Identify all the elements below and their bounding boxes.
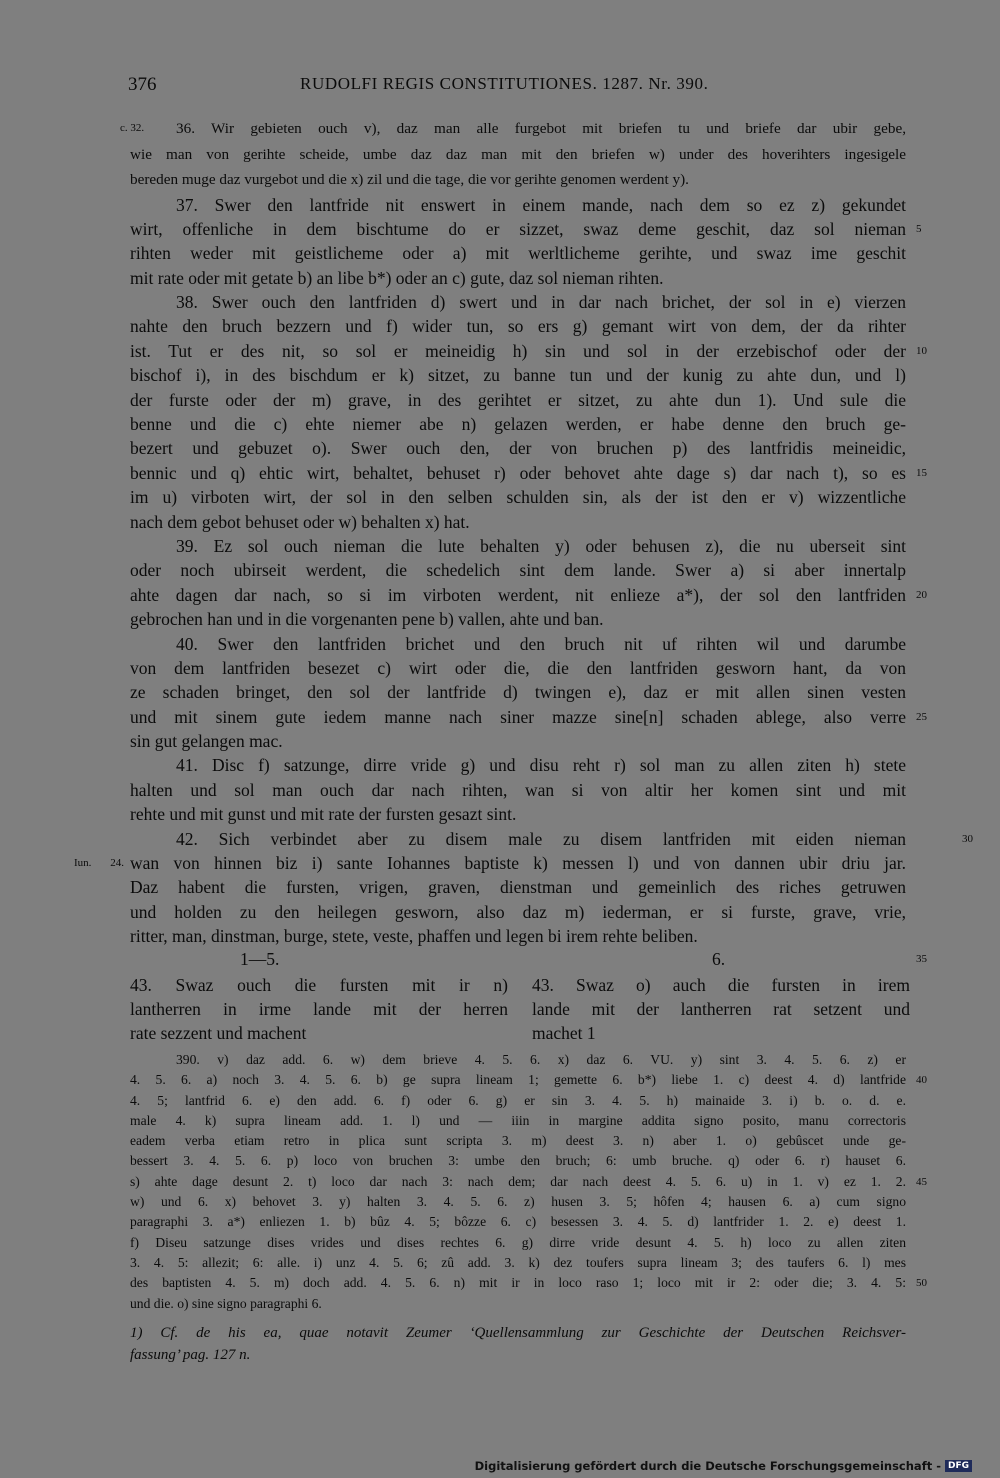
line-text: und mit sinem gute iedem manne nach siner mazze sine[n] schaden ablege, also verre bbox=[130, 706, 906, 727]
line-text: ze schaden bringet, den sol der lantfride d) twingen e), daz er mit allen sinen vesten bbox=[130, 682, 906, 703]
line-text: rehte und mit gunst und mit rate der fursten gesazt sint. bbox=[130, 804, 517, 825]
line-number: 45 bbox=[916, 1175, 927, 1188]
apparatus-line bbox=[130, 1233, 906, 1253]
column-line: 43. Swaz ouch die fursten mit ir n) bbox=[130, 974, 508, 995]
text-line bbox=[130, 436, 906, 460]
apparatus-text: 4. 5. 6. a) noch 3. 4. 5. 6. b) ge supra lineam 1; gemette 6. b*) liebe 1. c) deest 4. d) lantfride bbox=[130, 1072, 906, 1088]
apparatus-text: w) und 6. x) behovet 3. y) halten 3. 4. 5. 6. z) husen 3. 5; hôfen 4; hausen 6. a) cum signo bbox=[130, 1194, 906, 1210]
apparatus-text: 390. v) daz add. 6. w) dem brieve 4. 5. 6. x) daz 6. VU. y) sint 3. 4. 5. 6. z) er bbox=[176, 1052, 906, 1067]
apparatus-line bbox=[130, 1172, 927, 1192]
line-text: bennic und q) ehtic wirt, behaltet, behuset r) oder behovet ahte dage s) dar nach t), so es bbox=[130, 462, 906, 483]
margin-reference: Iun. 24. bbox=[74, 857, 124, 870]
critical-apparatus bbox=[130, 1050, 927, 1314]
line-text: 41. Disc f) satzunge, dirre vride g) und disu reht r) sol man zu allen ziten h) stete bbox=[176, 755, 906, 776]
apparatus-line bbox=[130, 1131, 906, 1151]
text-line bbox=[130, 314, 906, 338]
apparatus-text: des baptisten 4. 5. m) doch add. 4. 5. 6. n) mit ir in loco raso 1; loco mit ir 2: oder die; 3. 4. 5: bbox=[130, 1275, 906, 1291]
text-line bbox=[130, 241, 906, 265]
column-left bbox=[130, 973, 508, 1046]
line-text: benne und die c) ehte niemer abe n) gelazen werden, er habe denne den bruch ge- bbox=[130, 414, 906, 435]
line-number: 15 bbox=[916, 466, 927, 479]
text-line bbox=[130, 412, 906, 436]
line-text: bereden muge daz vurgebot und die x) zil und die tage, die vor gerihte genomen werdent y). bbox=[130, 171, 689, 188]
text-line bbox=[130, 558, 906, 582]
footnote bbox=[130, 1322, 906, 1366]
text-line bbox=[130, 802, 906, 826]
line-text: bezert und gebuzet o). Swer ouch den, der von bruchen p) des lantfridis meineidic, bbox=[130, 438, 906, 459]
text-line bbox=[130, 266, 906, 290]
column-right bbox=[532, 973, 910, 1046]
text-line bbox=[120, 116, 906, 142]
line-text: nahte den bruch bezzern und f) wider tun, so ers g) gemant wirt von dem, der da rihter bbox=[130, 316, 906, 337]
dfg-logo: DFG bbox=[945, 1460, 972, 1472]
text-line bbox=[130, 583, 927, 607]
line-number: 20 bbox=[916, 588, 927, 601]
line-text: Daz habent die fursten, vrigen, graven, dienstman und gemeinlich des riches getruwen bbox=[130, 877, 906, 898]
apparatus-line bbox=[130, 1212, 906, 1232]
column-line: machet 1 bbox=[532, 1023, 596, 1044]
footer-text: Digitalisierung gefördert durch die Deutsche Forschungsgemeinschaft - bbox=[474, 1459, 941, 1473]
text-line bbox=[130, 461, 927, 485]
apparatus-text: f) Diseu satzunge dises vrides und dises rechtes 6. g) dirre vride desunt 4. 5. h) loco zu allen ziten bbox=[130, 1234, 906, 1250]
apparatus-line bbox=[130, 1151, 906, 1171]
column-line: rate sezzent und machent bbox=[130, 1023, 307, 1044]
apparatus-line bbox=[130, 1273, 927, 1293]
apparatus-line bbox=[130, 1294, 906, 1314]
line-text: 40. Swer den lantfriden brichet und den bruch nit uf rihten wil und darumbe bbox=[176, 633, 906, 654]
line-text: der furste oder der m) grave, in des gerihtet er sitzet, zu ahte dun 1). Und sule die bbox=[130, 389, 906, 410]
line-text: und holden zu den heilegen gesworn, also daz m) iederman, er si furste, grave, vrie, bbox=[130, 901, 906, 922]
apparatus-line bbox=[130, 1070, 927, 1090]
margin-reference: c. 32. bbox=[120, 122, 145, 134]
text-line bbox=[130, 363, 906, 387]
apparatus-line bbox=[130, 1253, 906, 1273]
line-text: sin gut gelangen mac. bbox=[130, 731, 283, 752]
text-line bbox=[130, 217, 922, 241]
line-text: bischof i), in des bischdum er k) sitzet, zu banne tun und der kunig zu ahte dun, und l) bbox=[130, 365, 906, 386]
apparatus-text: male 4. k) supra lineam add. 1. l) und — iiin in margine addita signo posito, manu correctoris bbox=[130, 1112, 906, 1128]
apparatus-text: s) ahte dage desunt 2. t) loco dar nach 3: nach dem; dar nach deest 4. 5. 6. u) in 1. v) ez 1. 2. bbox=[130, 1173, 906, 1189]
line-text: 37. Swer den lantfride nit enswert in einem mande, nach dem so ez z) gekundet bbox=[176, 194, 906, 215]
text-line bbox=[130, 388, 906, 412]
footnote-line: fassung’ pag. 127 n. bbox=[130, 1347, 251, 1363]
parallel-columns bbox=[130, 948, 927, 1044]
text-line bbox=[130, 290, 906, 314]
page-number: 376 bbox=[128, 74, 157, 95]
apparatus-line bbox=[130, 1192, 906, 1212]
text-line bbox=[130, 632, 906, 656]
text-line bbox=[130, 729, 906, 753]
apparatus-text: 3. 4. 5: allezit; 6: alle. i) unz 4. 5. 6; zû add. 3. k) dez toufers supra lineam 3; des taufers 6. l) mes bbox=[130, 1254, 906, 1270]
text-line bbox=[130, 607, 906, 631]
line-text: 38. Swer ouch den lantfriden d) swert und in dar nach brichet, der sol in e) vierzen bbox=[176, 292, 906, 313]
line-text: oder noch ubirseit werdent, die schedelich sint dem lande. Swer a) si aber innertalp bbox=[130, 560, 906, 581]
line-number: 50 bbox=[916, 1277, 927, 1290]
apparatus-line bbox=[130, 1091, 906, 1111]
text-line bbox=[130, 753, 906, 777]
text-line bbox=[130, 142, 906, 168]
text-line bbox=[130, 485, 906, 509]
line-text: ist. Tut er des nit, so sol er meineidig h) sin und sol in der erzebischof oder der bbox=[130, 340, 906, 361]
line-text: wie man von gerihte scheide, umbe daz daz man mit den briefen w) under des hoverihters ingesigele bbox=[130, 145, 906, 163]
line-text: mit rate oder mit getate b) an libe b*) oder an c) gute, daz sol nieman rihten. bbox=[130, 267, 664, 288]
column-line: 43. Swaz o) auch die fursten in irem bbox=[532, 974, 910, 995]
line-text: nach dem gebot behuset oder w) behalten x) hat. bbox=[130, 511, 470, 532]
text-line bbox=[130, 193, 906, 217]
text-line bbox=[130, 924, 906, 948]
line-text: von dem lantfriden besezet c) wirt oder die, die den lantfriden gesworn hant, da von bbox=[130, 657, 906, 678]
main-text bbox=[74, 116, 973, 1044]
text-line bbox=[130, 778, 906, 802]
text-line bbox=[130, 705, 927, 729]
line-text: halten und sol man ouch dar nach rihten, wan si von altir her komen sint und mit bbox=[130, 779, 906, 800]
text-line bbox=[130, 167, 906, 193]
digitization-footer bbox=[475, 1458, 972, 1474]
apparatus-text: eadem verba etiam retro in plica sunt scripta 3. m) deest 3. n) aber 1. o) gebûscet unde ge- bbox=[130, 1133, 906, 1149]
line-number: 40 bbox=[916, 1074, 927, 1087]
apparatus-line bbox=[130, 1050, 906, 1070]
line-number: 25 bbox=[916, 710, 927, 723]
line-number: 5 bbox=[916, 222, 922, 235]
line-text: 39. Ez sol ouch nieman die lute behalten y) oder behusen z), die nu uberseit sint bbox=[176, 535, 906, 556]
line-number: 10 bbox=[916, 344, 927, 357]
text-line bbox=[130, 534, 906, 558]
text-line bbox=[74, 851, 906, 875]
text-line bbox=[130, 827, 973, 851]
column-line: lande mit der lantherren rat setzent und bbox=[532, 999, 910, 1019]
line-text: ritter, man, dinstman, burge, stete, veste, phaffen und legen bi irem rehte beliben. bbox=[130, 926, 698, 947]
apparatus-text: 4. 5; lantfrid 6. e) den add. 6. f) oder 6. g) er sin 3. 4. 5. h) mainaide 3. i) b. o. d. e. bbox=[130, 1092, 906, 1108]
line-text: ahte dagen dar nach, so si im virboten werdent, nit enlieze a*), der sol den lantfriden bbox=[130, 584, 906, 605]
line-text: wirt, offenliche in dem bischtume do er sizzet, swaz deme geschit, daz sol nieman bbox=[130, 218, 906, 239]
text-line bbox=[130, 875, 906, 899]
line-number: 35 bbox=[916, 952, 927, 965]
text-line bbox=[130, 339, 927, 363]
line-text: 36. Wir gebieten ouch v), daz man alle furgebot mit briefen tu und briefe dar ubir gebe, bbox=[176, 120, 906, 137]
line-text: im u) virboten wirt, der sol in den selben schulden sin, als der ist den er v) wizzentliche bbox=[130, 487, 906, 508]
line-text: rihten weder mit geistlicheme oder a) mit werltlicheme gerihte, und swaz ime geschit bbox=[130, 243, 906, 264]
column-line: lantherren in irme lande mit der herren bbox=[130, 999, 508, 1019]
footnote-line: 1) Cf. de his ea, quae notavit Zeumer ‘Quellensammlung zur Geschichte der Deutschen Reichsver- bbox=[130, 1325, 906, 1341]
apparatus-text: und die. o) sine signo paragraphi 6. bbox=[130, 1295, 322, 1311]
text-line bbox=[130, 680, 906, 704]
apparatus-text: bessert 3. 4. 5. 6. p) loco von bruchen 3: umbe den bruch; 6: umb bruche. q) oder 6. r) hauset 6. bbox=[130, 1153, 906, 1169]
running-title: RUDOLFI REGIS CONSTITUTIONES. 1287. Nr. 390. bbox=[300, 74, 709, 93]
column-header-right: 6. bbox=[712, 948, 726, 969]
text-line bbox=[130, 900, 906, 924]
line-text: 42. Sich verbindet aber zu disem male zu disem lantfriden mit eiden nieman bbox=[176, 828, 906, 849]
line-text: gebrochen han und in die vorgenanten pene b) vallen, ahte und ban. bbox=[130, 609, 604, 630]
text-line bbox=[130, 510, 906, 534]
apparatus-line bbox=[130, 1111, 906, 1131]
line-text: wan von hinnen biz i) sante Iohannes baptiste k) messen l) und von dannen ubir driu jar. bbox=[130, 853, 906, 874]
line-number: 30 bbox=[962, 832, 973, 845]
apparatus-text: paragraphi 3. a*) enliezen 1. b) bûz 4. 5; bôzze 6. c) besessen 3. 4. 5. d) lantfrider 1. 2. e) deest 1. bbox=[130, 1214, 906, 1230]
text-line bbox=[130, 656, 906, 680]
page-header bbox=[0, 74, 1000, 100]
column-header-left: 1—5. bbox=[240, 948, 280, 969]
